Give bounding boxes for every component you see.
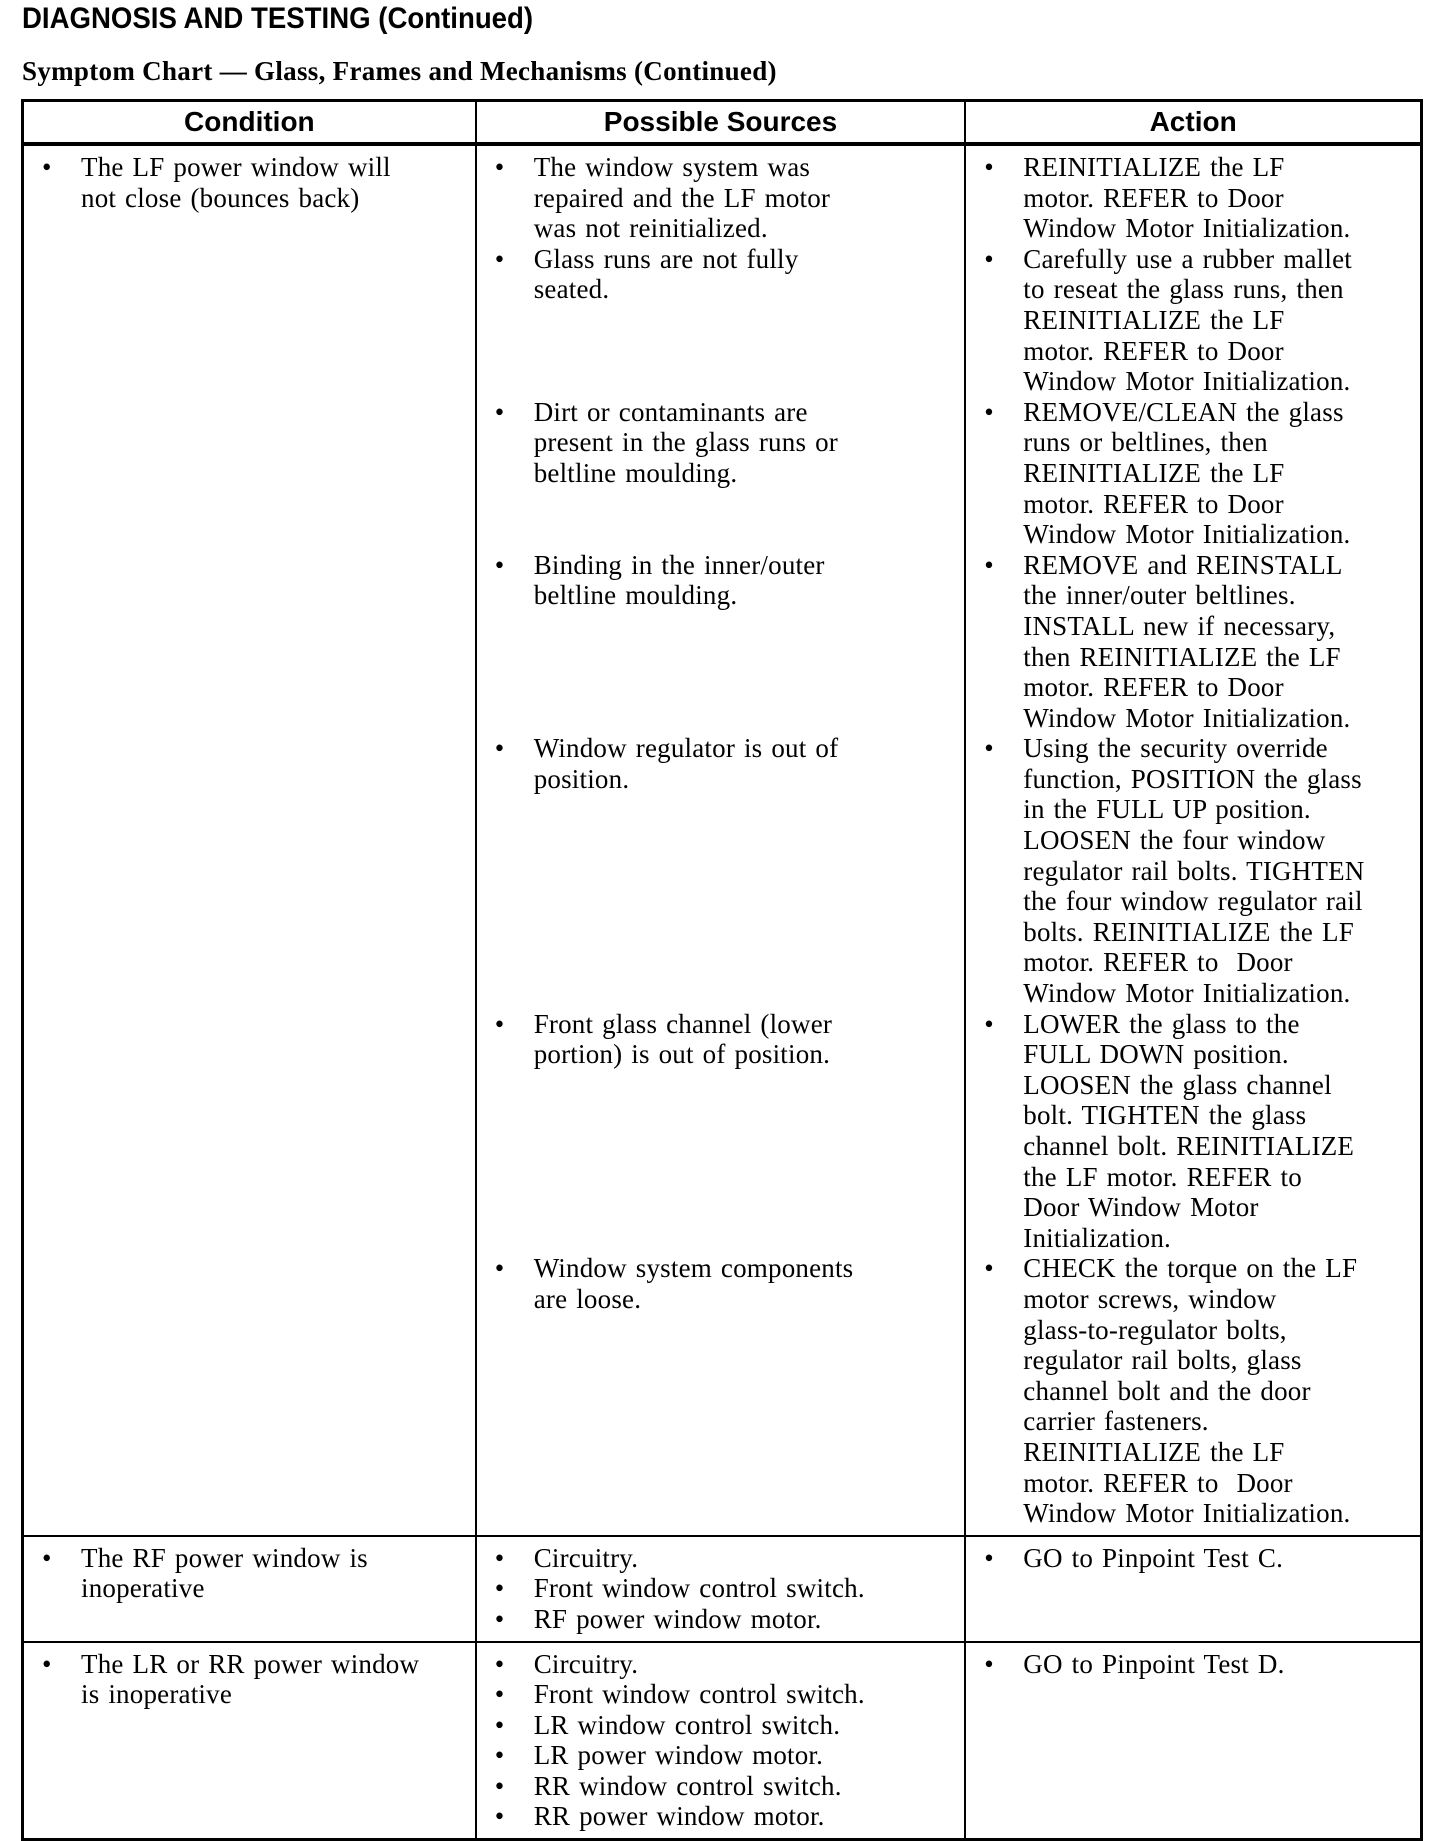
bullet-icon: •	[984, 1008, 994, 1039]
source-cell	[476, 1642, 966, 1840]
bullet-icon: •	[42, 1648, 52, 1679]
action-cell	[965, 550, 1421, 734]
bullet-icon: •	[494, 1603, 505, 1634]
bullet-icon: •	[494, 1770, 505, 1801]
possible-source	[477, 1710, 965, 1741]
bullet-icon: •	[494, 1648, 505, 1679]
bullet-icon: •	[984, 396, 994, 427]
possible-source-text: Dirt or contaminants are present in the glass runs or beltline moulding.	[533, 396, 838, 488]
bullet-icon: •	[494, 243, 505, 274]
bullet-icon: •	[494, 396, 505, 427]
source-cell	[476, 397, 966, 550]
possible-source-text: Front window control switch.	[533, 1679, 865, 1710]
header-possible-sources: Possible Sources	[476, 101, 966, 145]
chart-subtitle: Symptom Chart — Glass, Frames and Mechanisms (Continued)	[22, 56, 777, 86]
bullet-icon: •	[984, 152, 994, 182]
possible-source	[477, 1771, 965, 1802]
condition	[24, 152, 475, 213]
bullet-icon: •	[494, 1008, 505, 1039]
possible-source-text: RR power window motor.	[533, 1801, 825, 1832]
action	[966, 1649, 1420, 1680]
possible-source-text: Front window control switch.	[533, 1573, 865, 1604]
source-cell	[476, 1536, 966, 1642]
possible-source	[477, 244, 965, 305]
source-cell	[476, 733, 966, 1008]
action	[966, 1253, 1420, 1528]
action	[966, 733, 1420, 1008]
possible-source	[477, 1740, 965, 1771]
possible-source	[477, 1253, 965, 1314]
bullet-icon: •	[494, 1740, 505, 1771]
bullet-icon: •	[984, 1542, 994, 1573]
condition-text: The RF power window is inoperative	[81, 1542, 368, 1604]
possible-source-text: Glass runs are not fully seated.	[533, 243, 799, 305]
bullet-icon: •	[494, 1573, 505, 1604]
bullet-icon: •	[494, 1709, 505, 1740]
action-cell	[965, 1253, 1421, 1535]
possible-source-text: Window system components are loose.	[533, 1253, 854, 1314]
possible-source	[477, 1679, 965, 1710]
condition	[24, 1649, 475, 1710]
possible-source	[477, 1543, 965, 1574]
header-action: Action	[965, 101, 1421, 145]
section-title: DIAGNOSIS AND TESTING (Continued)	[22, 2, 534, 35]
possible-source	[477, 1573, 965, 1604]
table-row	[23, 1642, 1422, 1840]
action-cell	[965, 733, 1421, 1008]
possible-source	[477, 152, 965, 244]
action-text: REMOVE and REINSTALL the inner/outer beltlines. INSTALL new if necessary, then REINITIALIZE the LF motor. REFER to Door Window Motor Initialization.	[1023, 549, 1351, 733]
action-cell	[965, 1536, 1421, 1642]
bullet-icon: •	[42, 1542, 52, 1573]
action-text: CHECK the torque on the LF motor screws, window glass-to-regulator bolts, regulator rail bolts, glass channel bolt and the door carrier fasteners. REINITIALIZE the LF motor. REFER to Door Window Motor Initialization.	[1023, 1253, 1358, 1529]
condition	[24, 1543, 475, 1604]
bullet-icon: •	[494, 1542, 505, 1573]
possible-source-text: Binding in the inner/outer beltline moulding.	[533, 549, 825, 611]
possible-source	[477, 1604, 965, 1635]
source-cell	[476, 550, 966, 734]
action-text: REMOVE/CLEAN the glass runs or beltlines, then REINITIALIZE the LF motor. REFER to Door Window Motor Initialization.	[1023, 396, 1351, 550]
action-cell	[965, 244, 1421, 397]
action	[966, 397, 1420, 550]
action-text: Carefully use a rubber mallet to reseat the glass runs, then REINITIALIZE the LF motor. REFER to Door Window Motor Initialization.	[1023, 243, 1352, 397]
table-row	[23, 144, 1422, 244]
action-cell	[965, 1009, 1421, 1254]
bullet-icon: •	[984, 1253, 994, 1284]
possible-source-text: RF power window motor.	[533, 1603, 822, 1634]
condition-cell	[23, 1536, 476, 1642]
source-cell	[476, 1253, 966, 1535]
bullet-icon: •	[494, 549, 505, 580]
source-cell	[476, 1009, 966, 1254]
condition-cell	[23, 144, 476, 1536]
action-text: GO to Pinpoint Test D.	[1023, 1648, 1285, 1679]
condition-text: The LR or RR power window is inoperative	[81, 1648, 420, 1710]
possible-source	[477, 733, 965, 794]
possible-source-text: Circuitry.	[533, 1648, 639, 1679]
bullet-icon: •	[494, 152, 505, 182]
table-row	[23, 1536, 1422, 1642]
possible-source	[477, 550, 965, 611]
bullet-icon: •	[984, 549, 994, 580]
action	[966, 1543, 1420, 1574]
possible-source-text: RR window control switch.	[533, 1770, 842, 1801]
possible-source-text: LR power window motor.	[533, 1740, 824, 1771]
action	[966, 1009, 1420, 1254]
header-row	[23, 101, 1422, 145]
bullet-icon: •	[984, 1648, 994, 1679]
possible-source-text: The window system was repaired and the LF motor was not reinitialized.	[533, 152, 831, 244]
possible-source	[477, 397, 965, 489]
possible-source	[477, 1649, 965, 1680]
action-text: REINITIALIZE the LF motor. REFER to Door Window Motor Initialization.	[1023, 152, 1351, 244]
header-condition: Condition	[23, 101, 476, 145]
possible-source-text: LR window control switch.	[533, 1709, 841, 1740]
action	[966, 244, 1420, 397]
source-cell	[476, 144, 966, 244]
action	[966, 152, 1420, 244]
condition-cell	[23, 1642, 476, 1840]
condition-text: The LF power window will not close (bounces back)	[81, 152, 391, 213]
action-cell	[965, 397, 1421, 550]
source-cell	[476, 244, 966, 397]
possible-source	[477, 1801, 965, 1832]
table-body	[23, 144, 1422, 1840]
action	[966, 550, 1420, 734]
bullet-icon: •	[494, 733, 505, 764]
bullet-icon: •	[494, 1679, 505, 1710]
possible-source	[477, 1009, 965, 1070]
action-cell	[965, 144, 1421, 244]
action-text: LOWER the glass to the FULL DOWN position. LOOSEN the glass channel bolt. TIGHTEN the glass channel bolt. REINITIALIZE the LF motor. REFER to Door Window Motor Initialization.	[1023, 1008, 1355, 1253]
possible-source-text: Front glass channel (lower portion) is out of position.	[533, 1008, 833, 1070]
action-text: GO to Pinpoint Test C.	[1023, 1542, 1284, 1573]
possible-source-text: Window regulator is out of position.	[533, 733, 839, 794]
bullet-icon: •	[984, 733, 994, 764]
action-cell	[965, 1642, 1421, 1840]
possible-source-text: Circuitry.	[533, 1542, 639, 1573]
bullet-icon: •	[984, 243, 994, 274]
symptom-chart-table	[21, 99, 1423, 1841]
bullet-icon: •	[494, 1253, 505, 1284]
bullet-icon: •	[42, 152, 52, 182]
bullet-icon: •	[494, 1801, 505, 1832]
action-text: Using the security override function, POSITION the glass in the FULL UP position. LOOSEN the four window regulator rail bolts. TIGHTEN the four window regulator rail bolts. REINITIALIZE the LF motor. REFER to Door Window Motor Initialization.	[1023, 733, 1365, 1009]
